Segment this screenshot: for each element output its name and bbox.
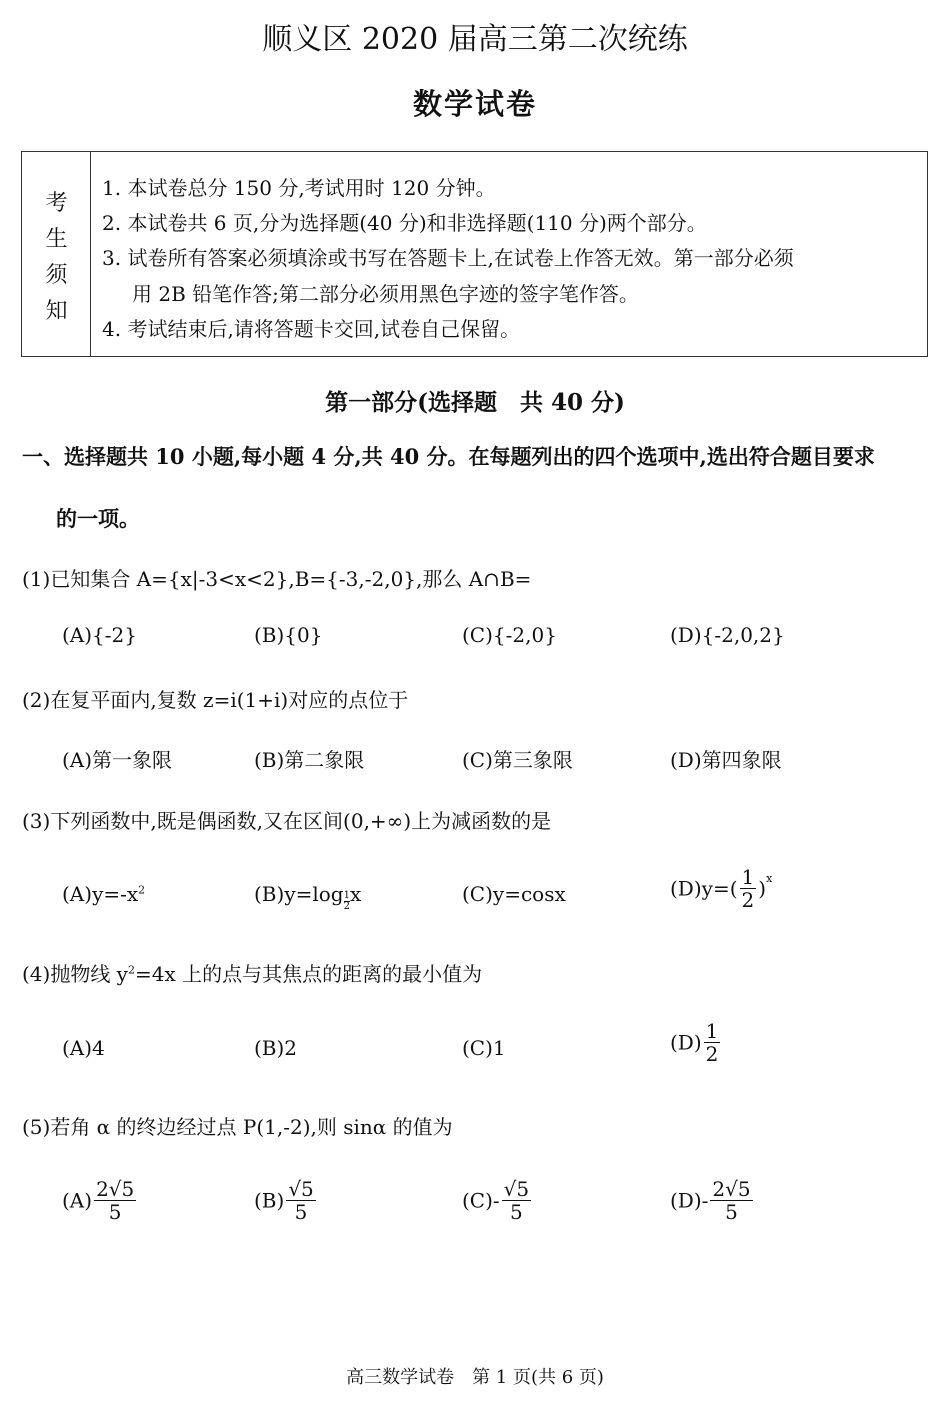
stem-text: =4x 上的点与其焦点的距离的最小值为 <box>135 962 483 986</box>
fraction-numerator: √5 <box>503 1177 530 1201</box>
option-label: (A) <box>62 882 93 906</box>
notice-item: 3. 试卷所有答案必须填涂或书写在答题卡上,在试卷上作答无效。第一部分必须 <box>102 246 794 270</box>
fraction <box>740 866 757 911</box>
exponent: 2 <box>128 963 135 977</box>
fraction-denominator: 2 <box>741 888 755 912</box>
fraction-numerator: 2√5 <box>96 1177 135 1201</box>
option-expression: y=cosx <box>492 882 566 906</box>
fraction <box>710 1178 752 1223</box>
question-1-option-d: (D){-2,0,2} <box>670 623 785 647</box>
notice-item: 4. 考试结束后,请将答题卡交回,试卷自己保留。 <box>102 317 521 341</box>
option-expression: y=log <box>284 882 344 906</box>
exponent: 2 <box>138 883 146 897</box>
question-5-option-c <box>462 1178 533 1223</box>
fraction-numerator: 1 <box>343 890 350 901</box>
question-3-stem: (3)下列函数中,既是偶函数,又在区间(0,+∞)上为减函数的是 <box>22 809 552 833</box>
question-5-option-d <box>670 1178 755 1223</box>
option-label: (A) <box>62 1188 93 1213</box>
question-4-option-c: (C)1 <box>462 1036 506 1060</box>
question-3-option-b <box>254 882 361 912</box>
fraction <box>94 1178 136 1223</box>
question-5-stem: (5)若角 α 的终边经过点 P(1,-2),则 sinα 的值为 <box>22 1115 453 1139</box>
fraction-numerator: 1 <box>705 1019 719 1043</box>
notice-item: 1. 本试卷总分 150 分,考试用时 120 分钟。 <box>102 176 496 200</box>
question-1-stem: (1)已知集合 A={x|-3<x<2},B={-3,-2,0},那么 A∩B= <box>22 567 532 591</box>
question-1-option-c: (C){-2,0} <box>462 623 557 647</box>
question-4-option-a: (A)4 <box>62 1036 105 1060</box>
fraction <box>704 1020 721 1065</box>
option-label: (D) <box>670 876 702 901</box>
question-3-option-a <box>62 882 145 906</box>
option-label: (C)- <box>462 1188 500 1213</box>
option-expression: y=-x <box>92 882 139 906</box>
right-paren: ) <box>758 876 767 901</box>
notice-label-char: 知 <box>45 299 68 324</box>
question-2-stem: (2)在复平面内,复数 z=i(1+i)对应的点位于 <box>22 688 409 712</box>
question-2-option-a: (A)第一象限 <box>62 748 173 772</box>
option-expression: y= <box>701 876 730 901</box>
option-label: (B) <box>254 882 285 906</box>
option-variable: x <box>349 882 362 906</box>
fraction-denominator: 5 <box>725 1200 738 1224</box>
option-label: (C) <box>462 882 493 906</box>
question-3-option-c <box>462 882 566 906</box>
fraction-denominator: 5 <box>108 1200 122 1224</box>
question-5-option-b <box>254 1178 318 1223</box>
question-5-option-a <box>62 1178 138 1223</box>
page-footer: 高三数学试卷 第 1 页(共 6 页) <box>346 1367 604 1388</box>
fraction-numerator: 2√5 <box>712 1177 751 1201</box>
fraction <box>286 1178 315 1223</box>
stem-text: (4)抛物线 y <box>22 962 128 986</box>
section-heading: 第一部分(选择题 共 40 分) <box>325 389 625 416</box>
question-2-option-d: (D)第四象限 <box>670 748 782 772</box>
notice-item: 2. 本试卷共 6 页,分为选择题(40 分)和非选择题(110 分)两个部分。 <box>102 211 707 235</box>
fraction-denominator: 5 <box>510 1200 523 1224</box>
notice-item: 用 2B 铅笔作答;第二部分必须用黑色字迹的签字笔作答。 <box>132 282 639 306</box>
fraction-numerator: 1 <box>741 865 755 889</box>
fraction-denominator: 2 <box>343 901 350 912</box>
option-label: (B) <box>254 1188 285 1213</box>
left-paren: ( <box>729 876 738 901</box>
question-4-option-d <box>670 1020 722 1065</box>
question-2-option-b: (B)第二象限 <box>254 748 365 772</box>
exam-title: 顺义区 2020 届高三第二次统练 <box>262 22 688 57</box>
notice-label-char: 考 <box>45 191 68 216</box>
section-instruction: 的一项。 <box>56 506 140 531</box>
question-1-option-b: (B){0} <box>254 623 323 647</box>
option-label: (D)- <box>670 1188 709 1213</box>
exponent: x <box>766 872 773 885</box>
fraction <box>502 1178 531 1223</box>
notice-label-char: 须 <box>45 263 68 288</box>
notice-label-char: 生 <box>45 227 68 252</box>
fraction-denominator: 2 <box>705 1042 719 1066</box>
fraction-numerator: √5 <box>288 1177 314 1201</box>
notice-label <box>22 152 91 356</box>
question-4-option-b: (B)2 <box>254 1036 298 1060</box>
exam-notice-box <box>21 151 928 357</box>
question-1-option-a: (A){-2} <box>62 623 137 647</box>
exam-subtitle: 数学试卷 <box>412 87 537 121</box>
option-label: (D) <box>670 1030 702 1055</box>
section-instruction: 一、选择题共 10 小题,每小题 4 分,共 40 分。在每题列出的四个选项中,选出符合题目要求 <box>22 444 875 469</box>
fraction-denominator: 5 <box>294 1200 308 1224</box>
question-2-option-c: (C)第三象限 <box>462 748 573 772</box>
question-4-stem <box>22 958 482 987</box>
question-3-option-d <box>670 866 772 911</box>
